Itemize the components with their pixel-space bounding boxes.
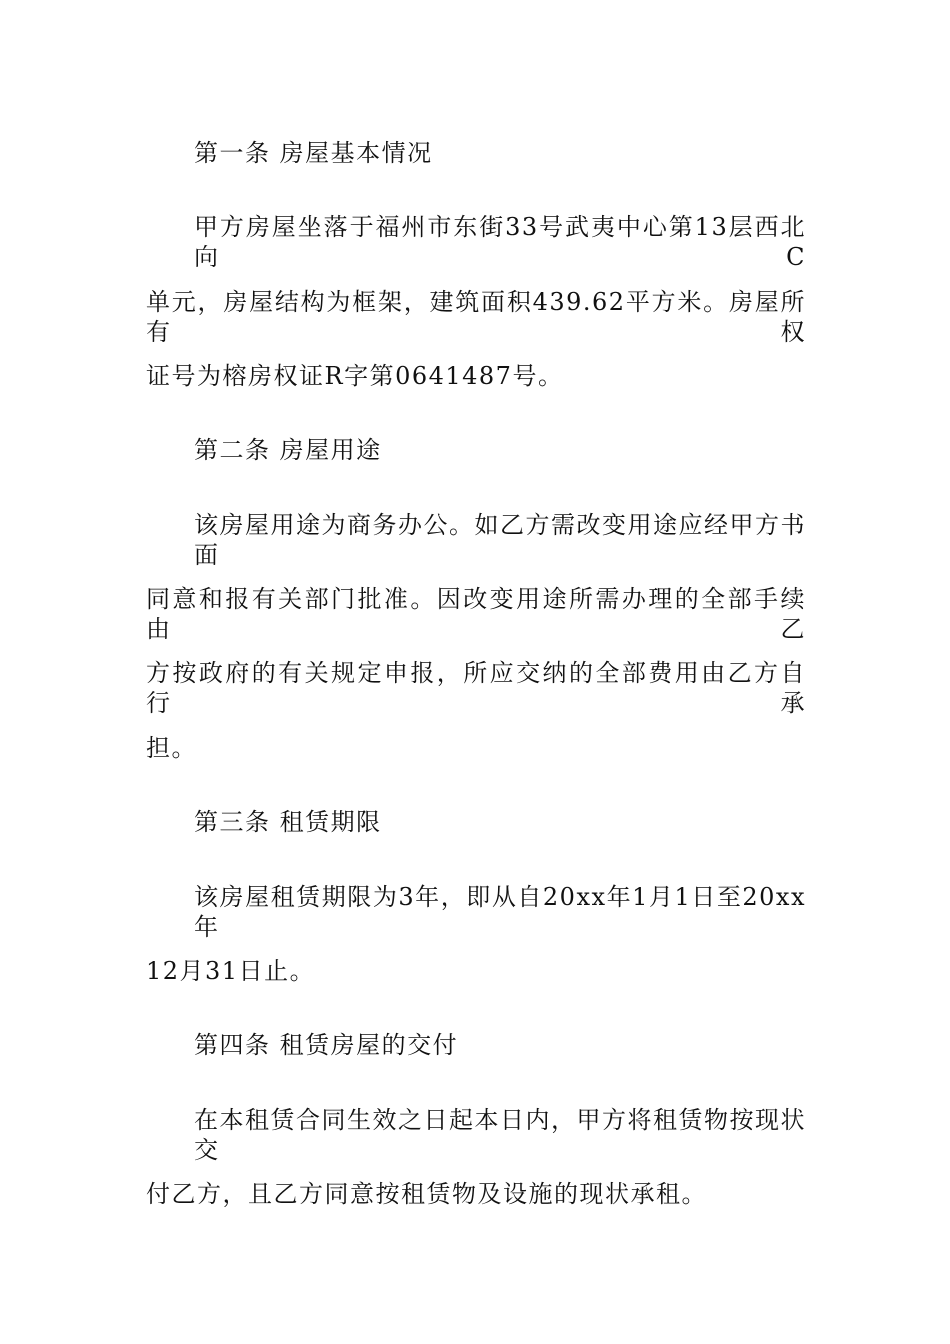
article-2-text-line-2: 同意和报有关部门批准。因改变用途所需办理的全部手续由乙 [146,585,806,643]
article-2-text-line-3: 方按政府的有关规定申报，所应交纳的全部费用由乙方自行承 [146,659,806,717]
article-1-text-line-3: 证号为榕房权证R字第0641487号。 [146,362,564,390]
article-3-text-line-1: 该房屋租赁期限为3年，即从自20xx年1月1日至20xx年 [194,883,806,941]
article-3-heading: 第三条 租赁期限 [194,808,382,836]
article-1-text-line-2: 单元，房屋结构为框架，建筑面积439.62平方米。房屋所有权 [146,288,806,346]
article-4-text-line-2: 付乙方，且乙方同意按租赁物及设施的现状承租。 [146,1180,707,1208]
article-2-heading: 第二条 房屋用途 [194,436,382,464]
article-1-text-line-1: 甲方房屋坐落于福州市东街33号武夷中心第13层西北向C [194,213,806,271]
article-1-heading: 第一条 房屋基本情况 [194,139,433,167]
article-4-heading: 第四条 租赁房屋的交付 [194,1031,459,1059]
article-3-text-line-2: 12月31日止。 [146,957,316,985]
article-2-text-line-1: 该房屋用途为商务办公。如乙方需改变用途应经甲方书面 [194,511,806,569]
article-2-text-line-4: 担。 [146,734,197,762]
article-4-text-line-1: 在本租赁合同生效之日起本日内，甲方将租赁物按现状交 [194,1106,806,1164]
